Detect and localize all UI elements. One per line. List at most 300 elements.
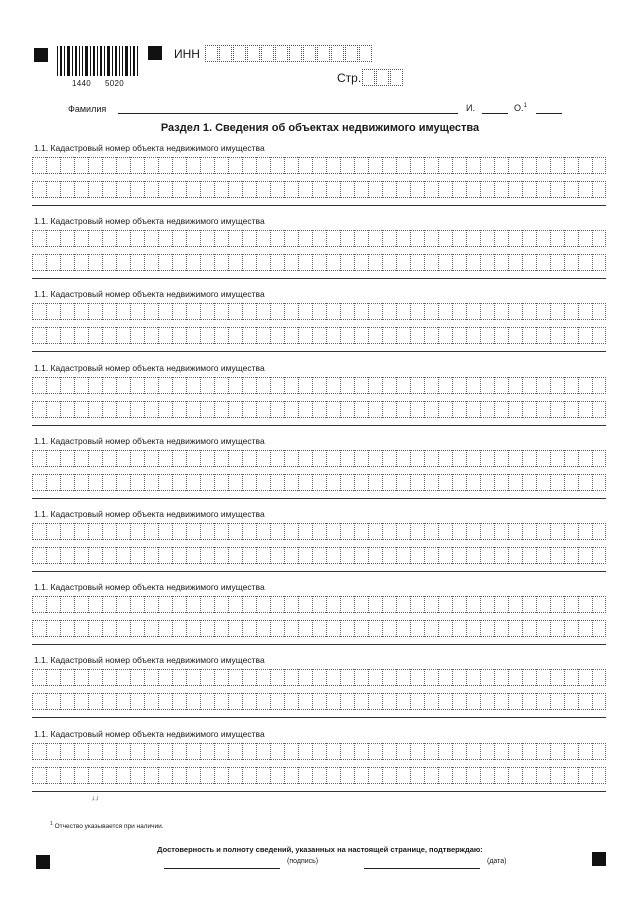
character-cell[interactable]: [396, 596, 410, 613]
character-cell[interactable]: [592, 767, 606, 784]
character-cell[interactable]: [592, 669, 606, 686]
character-cell[interactable]: [466, 596, 480, 613]
character-cell[interactable]: [88, 693, 102, 710]
character-cell[interactable]: [480, 303, 494, 320]
character-cell[interactable]: [368, 767, 382, 784]
character-cell[interactable]: [592, 474, 606, 491]
character-cell[interactable]: [396, 377, 410, 394]
character-cell[interactable]: [130, 693, 144, 710]
character-cell[interactable]: [564, 181, 578, 198]
character-cell[interactable]: [158, 547, 172, 564]
character-cell[interactable]: [60, 181, 74, 198]
character-cell[interactable]: [46, 669, 60, 686]
character-cell[interactable]: [46, 181, 60, 198]
character-cell[interactable]: [172, 327, 186, 344]
character-cell[interactable]: [494, 254, 508, 271]
character-cell[interactable]: [130, 230, 144, 247]
character-cell[interactable]: [508, 693, 522, 710]
character-cell[interactable]: [200, 327, 214, 344]
character-cell[interactable]: [452, 596, 466, 613]
character-cell[interactable]: [452, 303, 466, 320]
character-cell[interactable]: [368, 181, 382, 198]
character-cell[interactable]: [172, 693, 186, 710]
character-cell[interactable]: [494, 303, 508, 320]
character-cell[interactable]: [578, 254, 592, 271]
initial-i-field[interactable]: [482, 113, 508, 114]
character-cell[interactable]: [158, 620, 172, 637]
character-cell[interactable]: [480, 620, 494, 637]
character-cell[interactable]: [158, 743, 172, 760]
character-cell[interactable]: [144, 596, 158, 613]
character-cell[interactable]: [46, 596, 60, 613]
character-cell[interactable]: [88, 377, 102, 394]
character-cell[interactable]: [172, 474, 186, 491]
character-cell[interactable]: [102, 767, 116, 784]
character-cell[interactable]: [228, 523, 242, 540]
character-cell[interactable]: [228, 377, 242, 394]
character-cell[interactable]: [522, 474, 536, 491]
character-cell[interactable]: [158, 181, 172, 198]
character-cell[interactable]: [326, 181, 340, 198]
character-cell[interactable]: [144, 669, 158, 686]
character-cell[interactable]: [536, 596, 550, 613]
character-cell[interactable]: [200, 401, 214, 418]
character-cell[interactable]: [340, 157, 354, 174]
cadastral-number-input-row[interactable]: [32, 157, 606, 174]
character-cell[interactable]: [326, 303, 340, 320]
character-cell[interactable]: [326, 157, 340, 174]
character-cell[interactable]: [312, 620, 326, 637]
character-cell[interactable]: [522, 157, 536, 174]
character-cell[interactable]: [130, 474, 144, 491]
character-cell[interactable]: [214, 669, 228, 686]
character-cell[interactable]: [158, 523, 172, 540]
character-cell[interactable]: [200, 303, 214, 320]
character-cell[interactable]: [536, 523, 550, 540]
character-cell[interactable]: [242, 743, 256, 760]
character-cell[interactable]: [410, 669, 424, 686]
character-cell[interactable]: [270, 303, 284, 320]
character-cell[interactable]: [312, 669, 326, 686]
character-cell[interactable]: [466, 669, 480, 686]
character-cell[interactable]: [466, 474, 480, 491]
character-cell[interactable]: [382, 523, 396, 540]
character-cell[interactable]: [88, 303, 102, 320]
character-cell[interactable]: [578, 596, 592, 613]
character-cell[interactable]: [102, 254, 116, 271]
character-cell[interactable]: [564, 523, 578, 540]
character-cell[interactable]: [228, 693, 242, 710]
character-cell[interactable]: [508, 230, 522, 247]
character-cell[interactable]: [522, 693, 536, 710]
character-cell[interactable]: [130, 743, 144, 760]
character-cell[interactable]: [46, 157, 60, 174]
character-cell[interactable]: [354, 450, 368, 467]
character-cell[interactable]: [592, 157, 606, 174]
character-cell[interactable]: [116, 693, 130, 710]
character-cell[interactable]: [312, 303, 326, 320]
character-cell[interactable]: [508, 181, 522, 198]
character-cell[interactable]: [396, 523, 410, 540]
character-cell[interactable]: [32, 547, 46, 564]
character-cell[interactable]: [116, 254, 130, 271]
character-cell[interactable]: [368, 743, 382, 760]
character-cell[interactable]: [452, 401, 466, 418]
character-cell[interactable]: [60, 596, 74, 613]
character-cell[interactable]: [382, 230, 396, 247]
character-cell[interactable]: [102, 450, 116, 467]
character-cell[interactable]: [116, 620, 130, 637]
character-cell[interactable]: [214, 450, 228, 467]
character-cell[interactable]: [424, 230, 438, 247]
character-cell[interactable]: [270, 377, 284, 394]
character-cell[interactable]: [382, 693, 396, 710]
character-cell[interactable]: [144, 474, 158, 491]
character-cell[interactable]: [536, 693, 550, 710]
character-cell[interactable]: [382, 401, 396, 418]
character-cell[interactable]: [592, 620, 606, 637]
character-cell[interactable]: [354, 377, 368, 394]
character-cell[interactable]: [592, 743, 606, 760]
character-cell[interactable]: [88, 157, 102, 174]
character-cell[interactable]: [438, 474, 452, 491]
character-cell[interactable]: [564, 303, 578, 320]
character-cell[interactable]: [242, 669, 256, 686]
character-cell[interactable]: [536, 669, 550, 686]
character-cell[interactable]: [410, 254, 424, 271]
character-cell[interactable]: [494, 767, 508, 784]
character-cell[interactable]: [186, 767, 200, 784]
character-cell[interactable]: [270, 181, 284, 198]
character-cell[interactable]: [60, 230, 74, 247]
character-cell[interactable]: [438, 327, 452, 344]
character-cell[interactable]: [228, 743, 242, 760]
character-cell[interactable]: [60, 327, 74, 344]
character-cell[interactable]: [550, 254, 564, 271]
cadastral-number-input-row[interactable]: [32, 181, 606, 198]
character-cell[interactable]: [396, 620, 410, 637]
character-cell[interactable]: [158, 230, 172, 247]
character-cell[interactable]: [186, 230, 200, 247]
character-cell[interactable]: [186, 303, 200, 320]
character-cell[interactable]: [242, 450, 256, 467]
character-cell[interactable]: [46, 327, 60, 344]
character-cell[interactable]: [424, 547, 438, 564]
character-cell[interactable]: [200, 767, 214, 784]
character-cell[interactable]: [102, 303, 116, 320]
character-cell[interactable]: [46, 474, 60, 491]
character-cell[interactable]: [256, 669, 270, 686]
character-cell[interactable]: [466, 377, 480, 394]
character-cell[interactable]: [564, 157, 578, 174]
character-cell[interactable]: [46, 523, 60, 540]
character-cell[interactable]: [410, 596, 424, 613]
character-cell[interactable]: [270, 596, 284, 613]
character-cell[interactable]: [466, 767, 480, 784]
character-cell[interactable]: [592, 450, 606, 467]
character-cell[interactable]: [550, 327, 564, 344]
character-cell[interactable]: [522, 669, 536, 686]
character-cell[interactable]: [522, 596, 536, 613]
character-cell[interactable]: [410, 181, 424, 198]
character-cell[interactable]: [480, 377, 494, 394]
character-cell[interactable]: [116, 230, 130, 247]
character-cell[interactable]: [508, 547, 522, 564]
character-cell[interactable]: [466, 327, 480, 344]
character-cell[interactable]: [312, 693, 326, 710]
character-cell[interactable]: [494, 157, 508, 174]
character-cell[interactable]: [88, 181, 102, 198]
character-cell[interactable]: [340, 377, 354, 394]
character-cell[interactable]: [60, 523, 74, 540]
character-cell[interactable]: [410, 230, 424, 247]
character-cell[interactable]: [102, 327, 116, 344]
character-cell[interactable]: [354, 474, 368, 491]
character-cell[interactable]: [60, 401, 74, 418]
character-cell[interactable]: [130, 620, 144, 637]
character-cell[interactable]: [130, 254, 144, 271]
character-cell[interactable]: [592, 181, 606, 198]
character-cell[interactable]: [326, 377, 340, 394]
character-cell[interactable]: [284, 254, 298, 271]
character-cell[interactable]: [214, 620, 228, 637]
character-cell[interactable]: [466, 303, 480, 320]
cadastral-number-input-row[interactable]: [32, 230, 606, 247]
character-cell[interactable]: [578, 767, 592, 784]
character-cell[interactable]: [116, 767, 130, 784]
character-cell[interactable]: [214, 377, 228, 394]
character-cell[interactable]: [522, 230, 536, 247]
character-cell[interactable]: [200, 620, 214, 637]
character-cell[interactable]: [396, 450, 410, 467]
character-cell[interactable]: [284, 669, 298, 686]
character-cell[interactable]: [508, 620, 522, 637]
character-cell[interactable]: [256, 254, 270, 271]
character-cell[interactable]: [200, 693, 214, 710]
character-cell[interactable]: [32, 620, 46, 637]
character-cell[interactable]: [284, 693, 298, 710]
character-cell[interactable]: [354, 596, 368, 613]
character-cell[interactable]: [522, 450, 536, 467]
character-cell[interactable]: [228, 181, 242, 198]
character-cell[interactable]: [242, 401, 256, 418]
character-cell[interactable]: [424, 620, 438, 637]
character-cell[interactable]: [88, 767, 102, 784]
character-cell[interactable]: [60, 669, 74, 686]
character-cell[interactable]: [550, 743, 564, 760]
character-cell[interactable]: [578, 401, 592, 418]
character-cell[interactable]: [242, 547, 256, 564]
character-cell[interactable]: [186, 523, 200, 540]
character-cell[interactable]: [116, 743, 130, 760]
character-cell[interactable]: [494, 523, 508, 540]
character-cell[interactable]: [354, 767, 368, 784]
character-cell[interactable]: [452, 230, 466, 247]
character-cell[interactable]: [326, 401, 340, 418]
character-cell[interactable]: [466, 401, 480, 418]
character-cell[interactable]: [424, 401, 438, 418]
character-cell[interactable]: [88, 596, 102, 613]
character-cell[interactable]: [144, 767, 158, 784]
character-cell[interactable]: [326, 743, 340, 760]
character-cell[interactable]: [452, 523, 466, 540]
character-cell[interactable]: [424, 377, 438, 394]
character-cell[interactable]: [102, 474, 116, 491]
character-cell[interactable]: [396, 303, 410, 320]
character-cell[interactable]: [354, 254, 368, 271]
character-cell[interactable]: [550, 230, 564, 247]
character-cell[interactable]: [452, 669, 466, 686]
character-cell[interactable]: [592, 401, 606, 418]
character-cell[interactable]: [522, 254, 536, 271]
character-cell[interactable]: [116, 401, 130, 418]
character-cell[interactable]: [438, 547, 452, 564]
character-cell[interactable]: [312, 401, 326, 418]
character-cell[interactable]: [60, 450, 74, 467]
character-cell[interactable]: [270, 523, 284, 540]
character-cell[interactable]: [130, 377, 144, 394]
character-cell[interactable]: [368, 596, 382, 613]
character-cell[interactable]: [102, 693, 116, 710]
character-cell[interactable]: [46, 377, 60, 394]
character-cell[interactable]: [242, 181, 256, 198]
character-cell[interactable]: [396, 743, 410, 760]
character-cell[interactable]: [564, 230, 578, 247]
character-cell[interactable]: [88, 743, 102, 760]
character-cell[interactable]: [480, 693, 494, 710]
character-cell[interactable]: [438, 669, 452, 686]
character-cell[interactable]: [228, 767, 242, 784]
character-cell[interactable]: [410, 377, 424, 394]
character-cell[interactable]: [368, 157, 382, 174]
character-cell[interactable]: [480, 669, 494, 686]
character-cell[interactable]: [284, 767, 298, 784]
character-cell[interactable]: [578, 157, 592, 174]
character-cell[interactable]: [564, 327, 578, 344]
character-cell[interactable]: [270, 474, 284, 491]
character-cell[interactable]: [298, 254, 312, 271]
character-cell[interactable]: [592, 377, 606, 394]
character-cell[interactable]: [116, 181, 130, 198]
character-cell[interactable]: [578, 450, 592, 467]
character-cell[interactable]: [452, 327, 466, 344]
character-cell[interactable]: [242, 767, 256, 784]
character-cell[interactable]: [88, 547, 102, 564]
character-cell[interactable]: [550, 767, 564, 784]
character-cell[interactable]: [354, 669, 368, 686]
character-cell[interactable]: [368, 450, 382, 467]
character-cell[interactable]: [74, 620, 88, 637]
character-cell[interactable]: [228, 450, 242, 467]
character-cell[interactable]: [256, 377, 270, 394]
character-cell[interactable]: [172, 743, 186, 760]
character-cell[interactable]: [354, 230, 368, 247]
character-cell[interactable]: [438, 693, 452, 710]
character-cell[interactable]: [312, 450, 326, 467]
character-cell[interactable]: [438, 743, 452, 760]
character-cell[interactable]: [494, 327, 508, 344]
character-cell[interactable]: [452, 377, 466, 394]
character-cell[interactable]: [46, 547, 60, 564]
character-cell[interactable]: [298, 596, 312, 613]
character-cell[interactable]: [186, 669, 200, 686]
character-cell[interactable]: [228, 669, 242, 686]
character-cell[interactable]: [438, 377, 452, 394]
character-cell[interactable]: [284, 377, 298, 394]
character-cell[interactable]: [312, 547, 326, 564]
character-cell[interactable]: [550, 474, 564, 491]
character-cell[interactable]: [592, 547, 606, 564]
character-cell[interactable]: [466, 547, 480, 564]
character-cell[interactable]: [410, 401, 424, 418]
character-cell[interactable]: [186, 693, 200, 710]
character-cell[interactable]: [312, 743, 326, 760]
character-cell[interactable]: [74, 377, 88, 394]
character-cell[interactable]: [32, 181, 46, 198]
character-cell[interactable]: [74, 303, 88, 320]
character-cell[interactable]: [144, 743, 158, 760]
character-cell[interactable]: [564, 254, 578, 271]
character-cell[interactable]: [270, 547, 284, 564]
character-cell[interactable]: [200, 669, 214, 686]
character-cell[interactable]: [172, 157, 186, 174]
character-cell[interactable]: [242, 523, 256, 540]
character-cell[interactable]: [172, 377, 186, 394]
character-cell[interactable]: [494, 450, 508, 467]
character-cell[interactable]: [102, 181, 116, 198]
character-cell[interactable]: [312, 474, 326, 491]
character-cell[interactable]: [396, 401, 410, 418]
cadastral-number-input-row[interactable]: [32, 474, 606, 491]
character-cell[interactable]: [270, 254, 284, 271]
character-cell[interactable]: [172, 547, 186, 564]
character-cell[interactable]: [466, 254, 480, 271]
character-cell[interactable]: [46, 230, 60, 247]
character-cell[interactable]: [200, 596, 214, 613]
page-number-field[interactable]: [362, 69, 404, 86]
character-cell[interactable]: [214, 254, 228, 271]
character-cell[interactable]: [340, 327, 354, 344]
character-cell[interactable]: [60, 254, 74, 271]
character-cell[interactable]: [116, 377, 130, 394]
character-cell[interactable]: [480, 523, 494, 540]
character-cell[interactable]: [256, 767, 270, 784]
character-cell[interactable]: [536, 450, 550, 467]
character-cell[interactable]: [228, 547, 242, 564]
character-cell[interactable]: [424, 669, 438, 686]
character-cell[interactable]: [396, 254, 410, 271]
character-cell[interactable]: [508, 450, 522, 467]
character-cell[interactable]: [60, 620, 74, 637]
character-cell[interactable]: [536, 547, 550, 564]
character-cell[interactable]: [452, 693, 466, 710]
character-cell[interactable]: [242, 377, 256, 394]
character-cell[interactable]: [466, 693, 480, 710]
character-cell[interactable]: [424, 693, 438, 710]
character-cell[interactable]: [438, 303, 452, 320]
character-cell[interactable]: [158, 669, 172, 686]
character-cell[interactable]: [550, 693, 564, 710]
cadastral-number-input-row[interactable]: [32, 547, 606, 564]
character-cell[interactable]: [74, 181, 88, 198]
character-cell[interactable]: [186, 254, 200, 271]
character-cell[interactable]: [312, 157, 326, 174]
character-cell[interactable]: [158, 450, 172, 467]
character-cell[interactable]: [298, 743, 312, 760]
character-cell[interactable]: [550, 157, 564, 174]
character-cell[interactable]: [32, 523, 46, 540]
character-cell[interactable]: [228, 327, 242, 344]
